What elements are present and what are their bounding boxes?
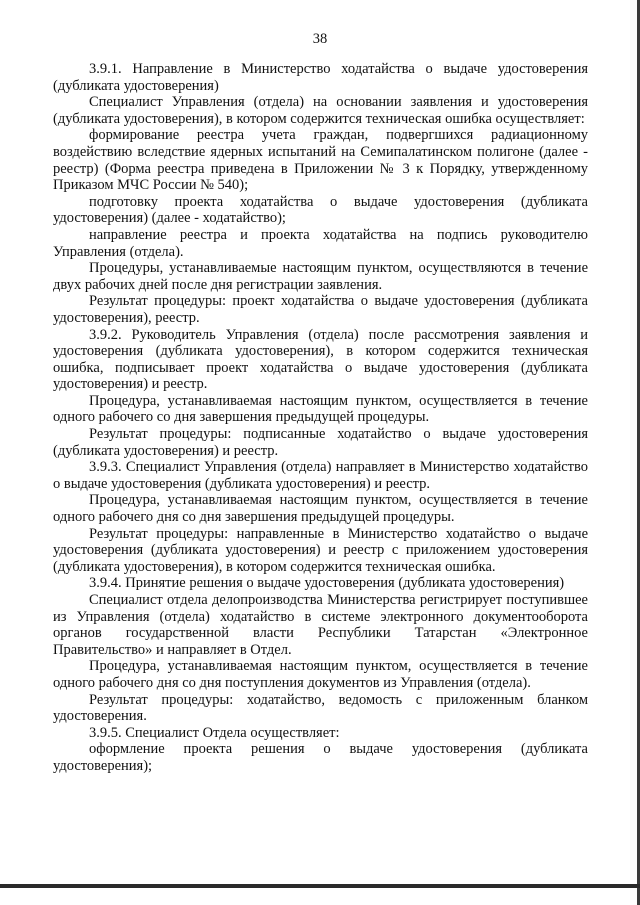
- paragraph: Процедура, устанавливаемая настоящим пунктом, осуществляется в течение одного рабочего дня со дня поступления документов из Управления (отдела).: [53, 658, 588, 691]
- paragraph: Процедура, устанавливаемая настоящим пунктом, осуществляется в течение одного рабочего дня со дня завершения предыдущей процедуры.: [53, 492, 588, 526]
- paragraph: формирование реестра учета граждан, подвергшихся радиационному воздействию вследствие ядерных испытаний на Семипалатинском полигоне (далее - реестр) (Форма реестра приведена в Приложении № 3 к Порядку, утвержденному Приказом МЧС России № 540);: [53, 127, 588, 194]
- paragraph: направление реестра и проекта ходатайства на подпись руководителю Управления (отдела).: [53, 226, 588, 260]
- paragraph-3-9-5: 3.9.5. Специалист Отдела осуществляет:: [89, 724, 340, 741]
- paragraph: Процедуры, устанавливаемые настоящим пунктом, осуществляются в течение двух рабочих дней после дня регистрации заявления.: [53, 260, 588, 293]
- paragraph: Результат процедуры: направленные в Министерство ходатайство о выдаче удостоверения (дубликата удостоверения) и реестр с приложением удостоверения (дубликата удостоверения), в котором содержится техническая ошибка.: [53, 525, 588, 575]
- document-body: [53, 61, 588, 775]
- paragraph-3-9-4-heading: 3.9.4. Принятие решения о выдаче удостоверения (дубликата удостоверения): [89, 575, 565, 592]
- paragraph: оформление проекта решения о выдаче удостоверения (дубликата удостоверения);: [53, 741, 588, 774]
- paragraph: Процедура, устанавливаемая настоящим пунктом, осуществляется в течение одного рабочего со дня завершения предыдущей процедуры.: [53, 392, 588, 426]
- scan-edge-bottom: [0, 884, 640, 888]
- paragraph: Специалист отдела делопроизводства Министерства регистрирует поступившее из Управления (отдела) ходатайство в системе электронного документооборота органов государственной власти Республики Татарстан «Электронное Правительство» и направляет в Отдел.: [53, 592, 588, 658]
- paragraph: Результат процедуры: ходатайство, ведомость с приложенным бланком удостоверения.: [53, 691, 588, 725]
- paragraph-3-9-3: 3.9.3. Специалист Управления (отдела) направляет в Министерство ходатайство о выдаче удостоверения (дубликата удостоверения) и реестр.: [53, 459, 588, 492]
- page-number: 38: [312, 31, 328, 47]
- paragraph-3-9-2: 3.9.2. Руководитель Управления (отдела) после рассмотрения заявления и удостоверения (дубликата удостоверения), в котором содержится техническая ошибка, подписывает проект ходатайства о выдаче удостоверения (дубликата удостоверения) и реестр.: [53, 326, 588, 393]
- paragraph: Результат процедуры: проект ходатайства о выдаче удостоверения (дубликата удостоверения), реестр.: [53, 293, 588, 326]
- paragraph: подготовку проекта ходатайства о выдаче удостоверения (дубликата удостоверения) (далее - ходатайство);: [53, 193, 588, 227]
- paragraph-3-9-1-heading: 3.9.1. Направление в Министерство ходатайства о выдаче удостоверения (дубликата удостоверения): [53, 61, 588, 94]
- paragraph: Результат процедуры: подписанные ходатайство о выдаче удостоверения (дубликата удостоверения) и реестр.: [53, 426, 588, 459]
- paragraph: Специалист Управления (отдела) на основании заявления и удостоверения (дубликата удостоверения), в котором содержится техническая ошибка осуществляет:: [53, 94, 588, 127]
